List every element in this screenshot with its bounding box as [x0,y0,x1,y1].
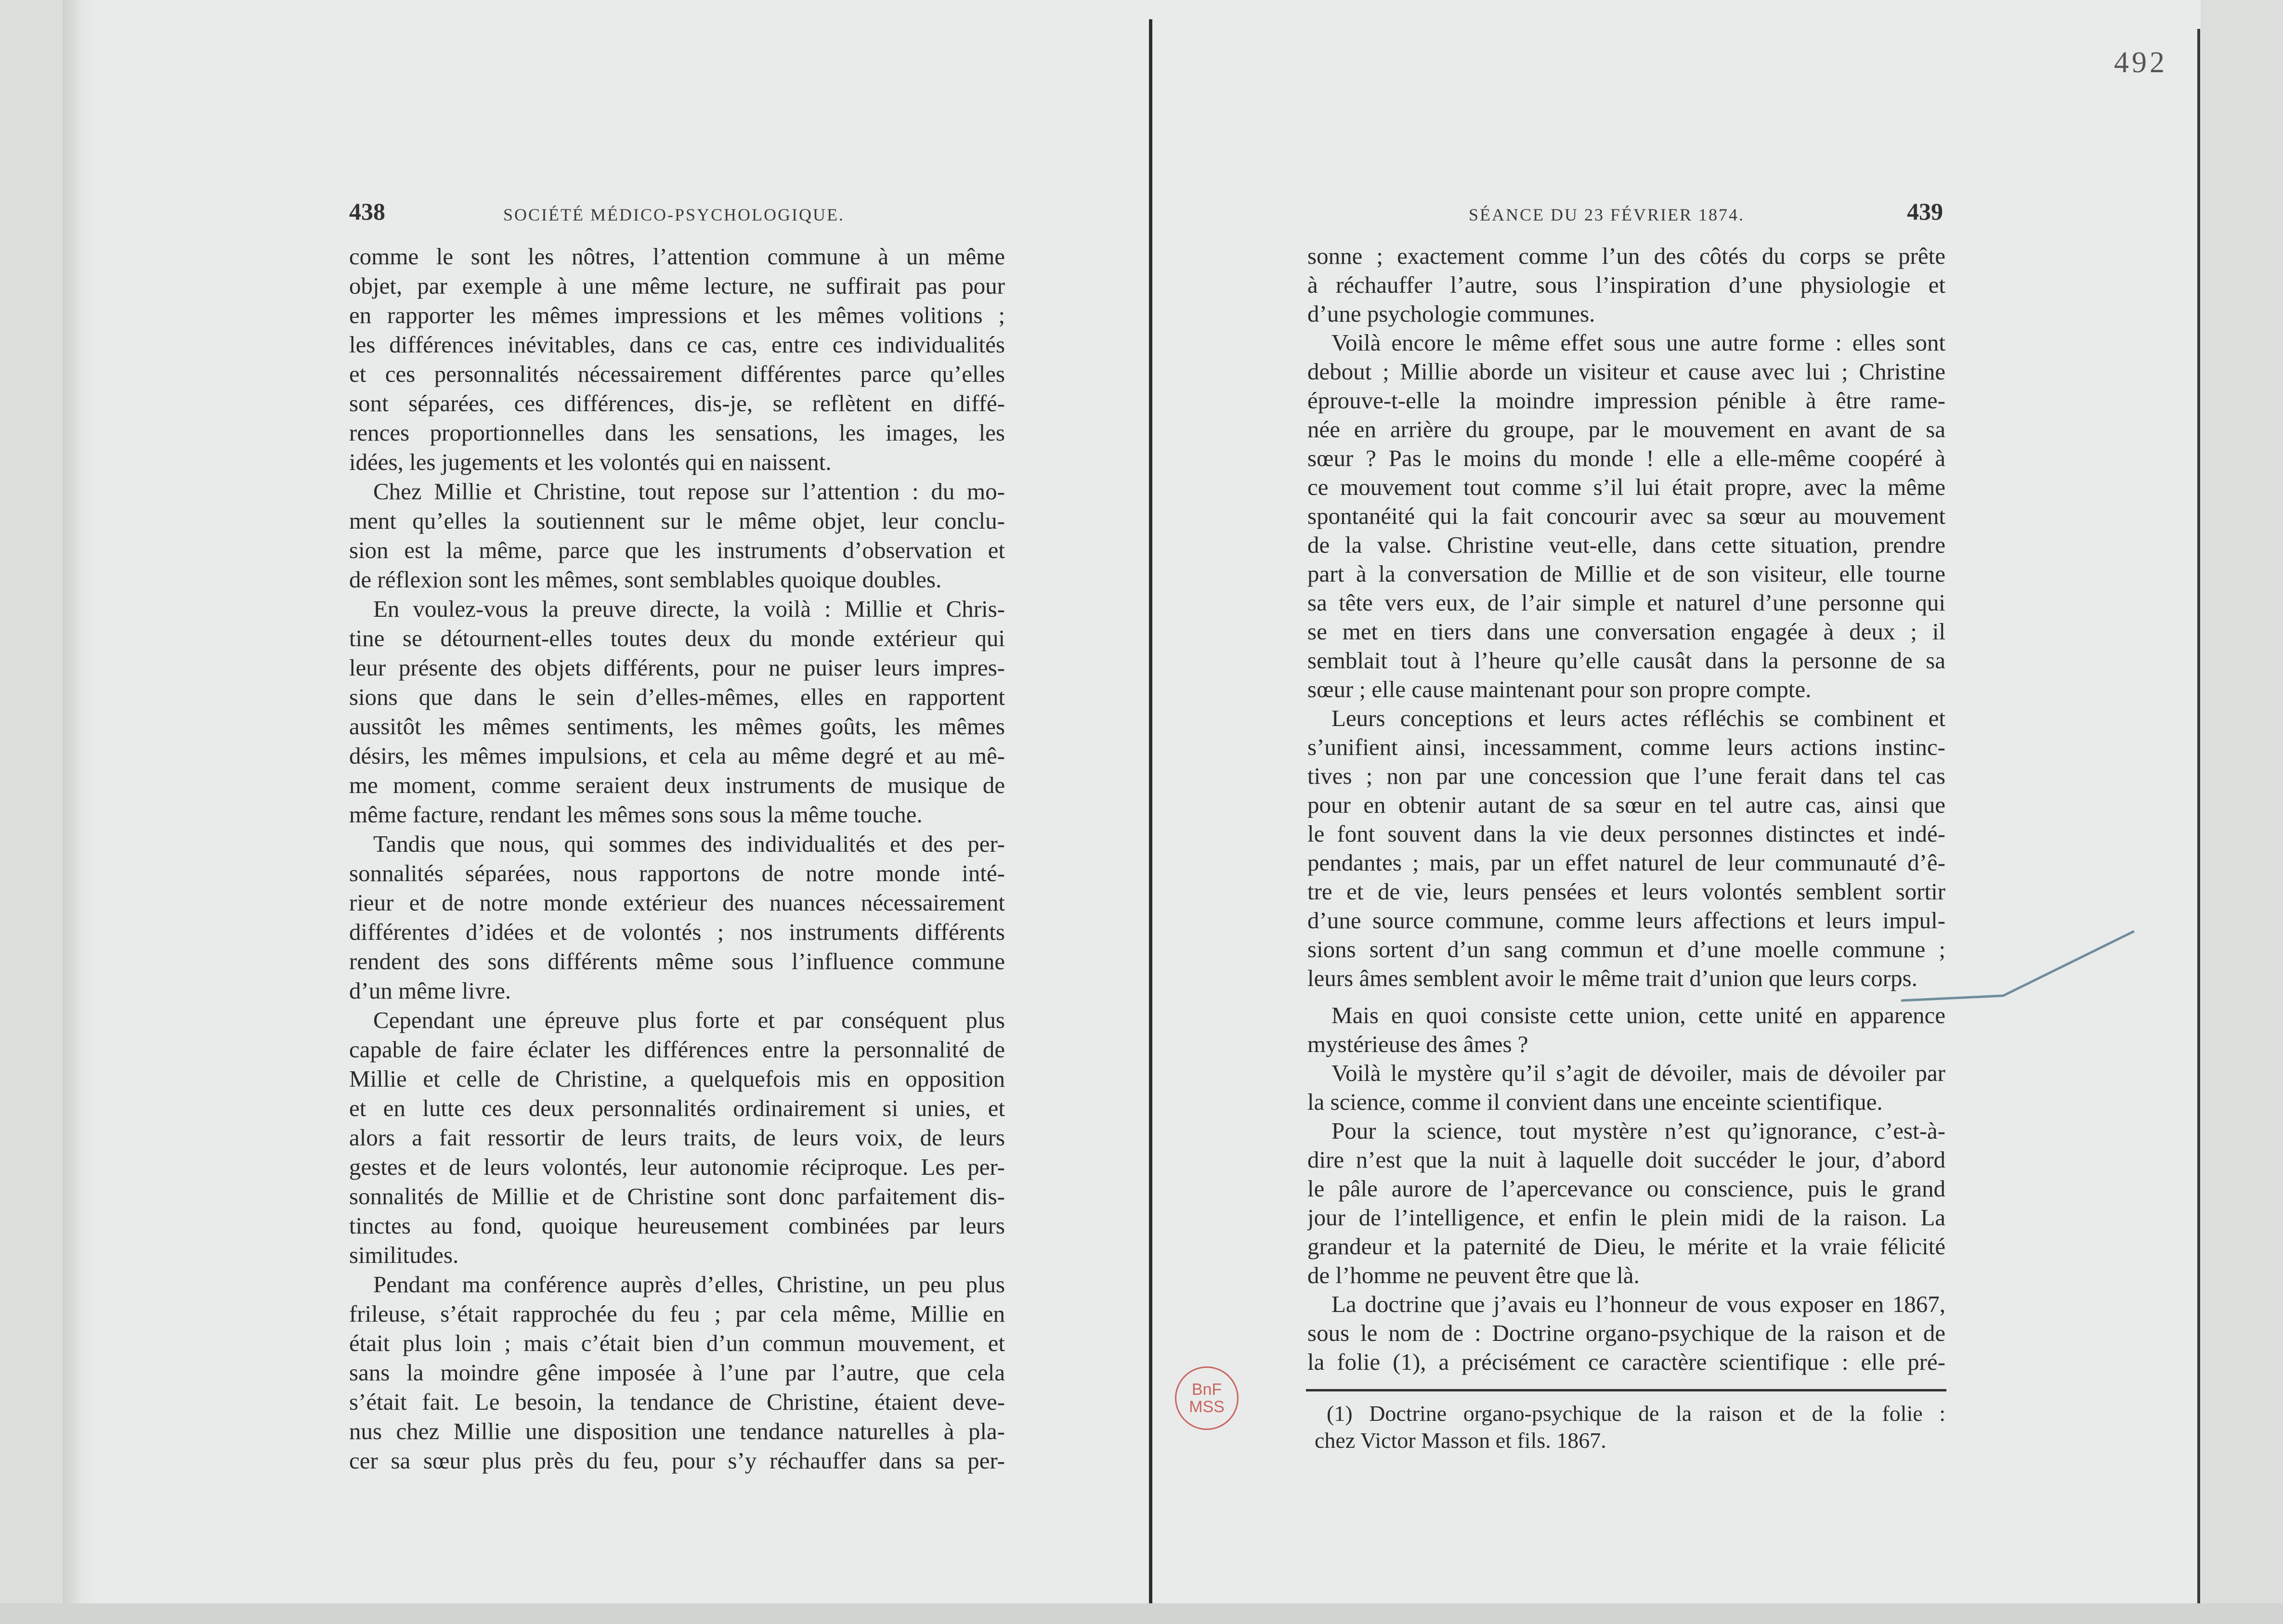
text-line: d’un même livre. [349,977,511,1004]
text-line: sonnalités séparées, nous rapportons de notre monde inté- [349,860,1005,886]
text-line: de la valse. Christine veut-elle, dans cette situation, prendre [1307,532,1945,558]
text-line: sœur ? Pas le moins du monde ! elle a elle-même coopéré à [1307,445,1945,471]
text-line: cer sa sœur plus près du feu, pour s’y réchauffer dans sa per- [349,1447,1005,1474]
text-line: semblait tout à l’heure qu’elle causât dans la personne de sa [1307,647,1945,674]
text-line: s’était fait. Le besoin, la tendance de Christine, étaient deve- [349,1389,1005,1415]
left-running-head: SOCIÉTÉ MÉDICO-PSYCHOLOGIQUE. [503,205,845,224]
text-line: sion est la même, parce que les instruments d’observation et [349,537,1005,563]
text-line: sans la moindre gêne imposée à l’une par l’autre, que cela [349,1359,1005,1386]
text-line: pour en obtenir autant de sa sœur en tel autre cas, ainsi que [1307,792,1945,818]
text-line: Mais en quoi consiste cette union, cette unité en apparence [1331,1002,1945,1028]
text-line: différentes d’idées et de volontés ; nos instruments différents [349,919,1005,945]
text-line: Voilà le mystère qu’il s’agit de dévoiler, mais de dévoiler par [1331,1060,1945,1086]
text-line: éprouve-t-elle la moindre impression pénible à être rame- [1307,387,1945,414]
text-line: objet, par exemple à une même lecture, ne suffirait pas pour [349,273,1005,299]
text-line: tre et de vie, leurs pensées et leurs volontés semblent sortir [1307,878,1945,905]
text-line: le pâle aurore de l’apercevance ou conscience, puis le grand [1307,1175,1945,1202]
text-line: rences proportionnelles dans les sensations, les images, les [349,419,1005,446]
text-line: comme le sont les nôtres, l’attention commune à un même [349,243,1005,270]
text-line: les différences inévitables, dans ce cas, entre ces individualités [349,331,1005,358]
text-line: sions que dans le sein d’elles-mêmes, elles en rapportent [349,684,1005,710]
text-line: même facture, rendant les mêmes sons sous la même touche. [349,801,923,828]
text-line: gestes et de leurs volontés, leur autonomie réciproque. Les per- [349,1154,1005,1180]
text-line: tine se détournent-elles toutes deux du monde extérieur qui [349,625,1005,651]
text-line: jour de l’intelligence, et enfin le plein midi de la raison. La [1307,1204,1945,1231]
text-line: sa tête vers eux, de l’air simple et naturel d’une personne qui [1307,589,1945,616]
text-line: part à la conversation de Millie et de son visiteur, elle tourne [1307,560,1945,587]
text-line: de réflexion sont les mêmes, sont semblables quoique doubles. [349,566,942,593]
text-line: Pour la science, tout mystère n’est qu’ignorance, c’est-à- [1331,1117,1945,1144]
text-line: et en lutte ces deux personnalités ordinairement si unies, et [349,1095,1005,1121]
text-line: de l’homme ne peuvent être que là. [1307,1262,1640,1288]
folio-number: 492 [2114,46,2167,79]
text-line: aussitôt les mêmes sentiments, les mêmes goûts, les mêmes [349,713,1005,740]
text-line: tinctes au fond, quoique heureusement combinées par leurs [349,1212,1005,1239]
text-line: leur présente des objets différents, pour ne puiser leurs impres- [349,654,1005,681]
text-line: ment qu’elles la soutiennent sur le même objet, leur conclu- [349,507,1005,534]
text-line: d’une source commune, comme leurs affections et leurs impul- [1307,907,1945,934]
text-line: alors a fait ressortir de leurs traits, de leurs voix, de leurs [349,1124,1005,1151]
text-line: spontanéité qui la fait concourir avec sa sœur au mouvement [1307,503,1945,529]
text-line: Pendant ma conférence auprès d’elles, Christine, un peu plus [373,1271,1005,1298]
text-line: pendantes ; mais, par un effet naturel de leur communauté d’ê- [1307,849,1945,876]
text-line: la science, comme il convient dans une enceinte scientifique. [1307,1089,1883,1115]
text-line: frileuse, s’était rapprochée du feu ; par cela même, Millie en [349,1300,1005,1327]
text-line: Voilà encore le même effet sous une autre forme : elles sont [1331,329,1945,356]
text-line: rendent des sons différents même sous l’influence commune [349,948,1005,974]
right-running-head: SÉANCE DU 23 FÉVRIER 1874. [1469,205,1745,224]
text-line: tives ; non par une concession que l’une ferait dans tel cas [1307,763,1945,789]
footnote-line: chez Victor Masson et fils. 1867. [1315,1428,1606,1453]
text-line: en rapporter les mêmes impressions et les mêmes volitions ; [349,302,1005,328]
text-line: grandeur et la paternité de Dieu, le mérite et la vraie félicité [1307,1233,1945,1260]
text-line: était plus loin ; mais c’était bien d’un commun mouvement, et [349,1330,1005,1356]
text-line: similitudes. [349,1242,459,1268]
text-line: le font souvent dans la vie deux personnes distinctes et indé- [1307,820,1945,847]
text-line: rieur et de notre monde extérieur des nuances nécessairement [349,889,1005,916]
text-line: En voulez-vous la preuve directe, la voilà : Millie et Chris- [373,596,1005,622]
text-line: s’unifient ainsi, incessamment, comme leurs actions instinc- [1307,734,1945,760]
text-line: La doctrine que j’avais eu l’honneur de vous exposer en 1867, [1331,1291,1945,1317]
text-line: sont séparées, ces différences, dis-je, se reflètent en diffé- [349,390,1005,416]
stamp-line: BnF [1191,1380,1222,1399]
text-line: nus chez Millie une disposition une tendance naturelles à pla- [349,1418,1005,1444]
text-line: sions sortent d’un sang commun et d’une moelle commune ; [1307,936,1945,962]
text-line: Millie et celle de Christine, a quelquefois mis en opposition [349,1065,1005,1092]
stamp-line: MSS [1189,1398,1225,1416]
text-line: sonnalités de Millie et de Christine sont donc parfaitement dis- [349,1183,1005,1209]
text-line: leurs âmes semblent avoir le même trait d’union que leurs corps. [1307,965,1918,991]
footnote-line: (1) Doctrine organo-psychique de la raison et de la folie : [1327,1401,1945,1426]
text-line: Tandis que nous, qui sommes des individualités et des per- [373,831,1005,857]
text-line: idées, les jugements et les volontés qui en naissent. [349,449,832,475]
pen-stroke [1902,932,2133,1000]
text-line: Leurs conceptions et leurs actes réfléchis se combinent et [1331,705,1945,731]
text-line: me moment, comme seraient deux instruments de musique de [349,772,1005,798]
text-line: sœur ; elle cause maintenant pour son propre compte. [1307,676,1812,702]
text-line: sonne ; exactement comme l’un des côtés du corps se prête [1307,243,1945,269]
text-line: la folie (1), a précisément ce caractère scientifique : elle pré- [1307,1349,1945,1375]
text-line: dire n’est que la nuit à laquelle doit succéder le jour, d’abord [1307,1146,1945,1173]
text-line: se met en tiers dans une conversation engagée à deux ; il [1307,618,1945,645]
right-page-number: 439 [1907,198,1943,225]
text-line: ce mouvement tout comme s’il lui était propre, avec la même [1307,474,1945,500]
text-line: désirs, les mêmes impulsions, et cela au même degré et au mê- [349,742,1005,769]
text-line: Cependant une épreuve plus forte et par conséquent plus [373,1007,1005,1033]
text-line: debout ; Millie aborde un visiteur et cause avec lui ; Christine [1307,358,1945,385]
text-line: d’une psychologie communes. [1307,300,1595,327]
text-line: Chez Millie et Christine, tout repose sur l’attention : du mo- [373,478,1005,505]
text-line: et ces personnalités nécessairement différentes parce qu’elles [349,361,1005,387]
text-line: mystérieuse des âmes ? [1307,1031,1528,1057]
text-line: née en arrière du groupe, par le mouvement en avant de sa [1307,416,1945,442]
text-line: capable de faire éclater les différences entre la personnalité de [349,1036,1005,1063]
left-page-number: 438 [349,198,385,225]
text-line: à réchauffer l’autre, sous l’inspiration d’une physiologie et [1307,272,1945,298]
text-line: sous le nom de : Doctrine organo-psychique de la raison et de [1307,1320,1945,1346]
